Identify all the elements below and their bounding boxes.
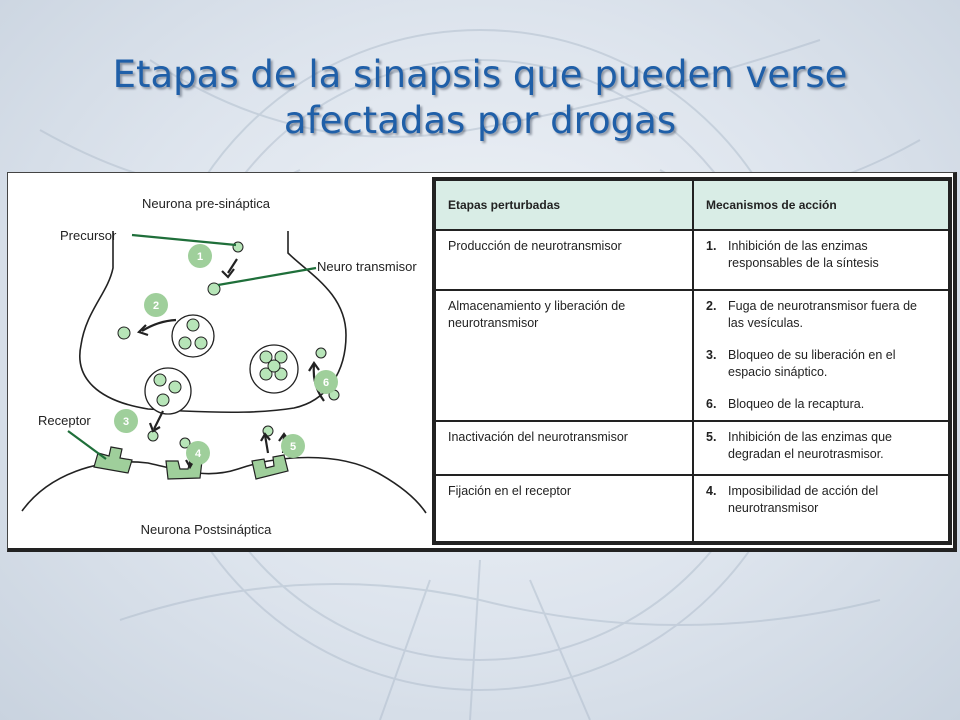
svg-text:4: 4 (194, 448, 202, 460)
label-precursor: Precursor (60, 228, 117, 243)
stage-cell: Fijación en el receptor (435, 475, 693, 542)
mechanism-number: 1. (706, 239, 717, 253)
mechanism-number: 4. (706, 484, 717, 498)
stage-cell: Producción de neurotransmisor (435, 230, 693, 290)
step-marker-6 (314, 370, 338, 394)
mechanism-text: Imposibilidad de acción del neurotransmisor (728, 484, 879, 515)
label-neurotransmitter: Neuro transmisor (317, 259, 417, 274)
mechanism-item (706, 298, 936, 332)
step-marker-1 (188, 244, 212, 268)
receptor (94, 447, 132, 473)
drug-effects-table (434, 179, 950, 543)
slide-title-line-1: Etapas de la sinapsis que pueden verse (112, 53, 848, 96)
mechanism-cell (693, 475, 949, 542)
mechanism-cell (693, 290, 949, 421)
table-row (435, 290, 949, 421)
header-mechanisms: Mecanismos de acción (693, 180, 949, 230)
vesicle (145, 368, 191, 414)
presynaptic-membrane (80, 231, 346, 412)
header-stages: Etapas perturbadas (435, 180, 693, 230)
step-marker-3 (114, 409, 138, 433)
postsynaptic-membrane (22, 458, 426, 514)
step-marker-5 (281, 434, 305, 458)
label-receptor: Receptor (38, 413, 91, 428)
table-header-row (435, 180, 949, 230)
mechanism-number: 3. (706, 348, 717, 362)
stage-cell: Almacenamiento y liberación de neurotransmisor (435, 290, 693, 421)
mechanism-text: Bloqueo de la recaptura. (728, 397, 865, 411)
mechanism-item (706, 483, 936, 517)
svg-text:3: 3 (122, 416, 130, 428)
vesicle (172, 315, 214, 357)
step-marker-4 (186, 441, 210, 465)
mechanism-item (706, 238, 936, 272)
mechanism-cell (693, 230, 949, 290)
svg-text:6: 6 (322, 377, 330, 389)
stage-cell: Inactivación del neurotransmisor (435, 421, 693, 475)
svg-text:5: 5 (289, 441, 297, 453)
receptor (252, 455, 288, 479)
label-presynaptic: Neurona pre-sináptica (142, 196, 270, 211)
svg-text:2: 2 (152, 300, 160, 312)
table-row (435, 230, 949, 290)
svg-text:1: 1 (196, 251, 204, 263)
mechanism-number: 6. (706, 397, 717, 411)
slide-title (60, 52, 900, 144)
drug-effects-table-wrap (432, 177, 952, 545)
mechanism-item (706, 347, 936, 381)
synapse-figure (7, 172, 957, 552)
mechanism-text: Inhibición de las enzimas responsables de la síntesis (728, 239, 879, 270)
mechanism-number: 2. (706, 299, 717, 313)
mechanism-text: Bloqueo de su liberación en el espacio sináptico. (728, 348, 896, 379)
mechanism-number: 5. (706, 430, 717, 444)
slide-title-line-2: afectadas por drogas (283, 99, 677, 142)
step-marker-2 (144, 293, 168, 317)
mechanism-item (706, 429, 936, 463)
vesicle (250, 345, 298, 393)
mechanism-text: Inhibición de las enzimas que degradan el neurotrasmisor. (728, 430, 892, 461)
mechanism-cell (693, 421, 949, 475)
label-postsynaptic: Neurona Postsináptica (140, 522, 272, 537)
table-row (435, 475, 949, 542)
synapse-diagram (8, 173, 432, 549)
mechanism-item (706, 396, 936, 413)
table-row (435, 421, 949, 475)
mechanism-text: Fuga de neurotransmisor fuera de las vesículas. (728, 299, 917, 330)
